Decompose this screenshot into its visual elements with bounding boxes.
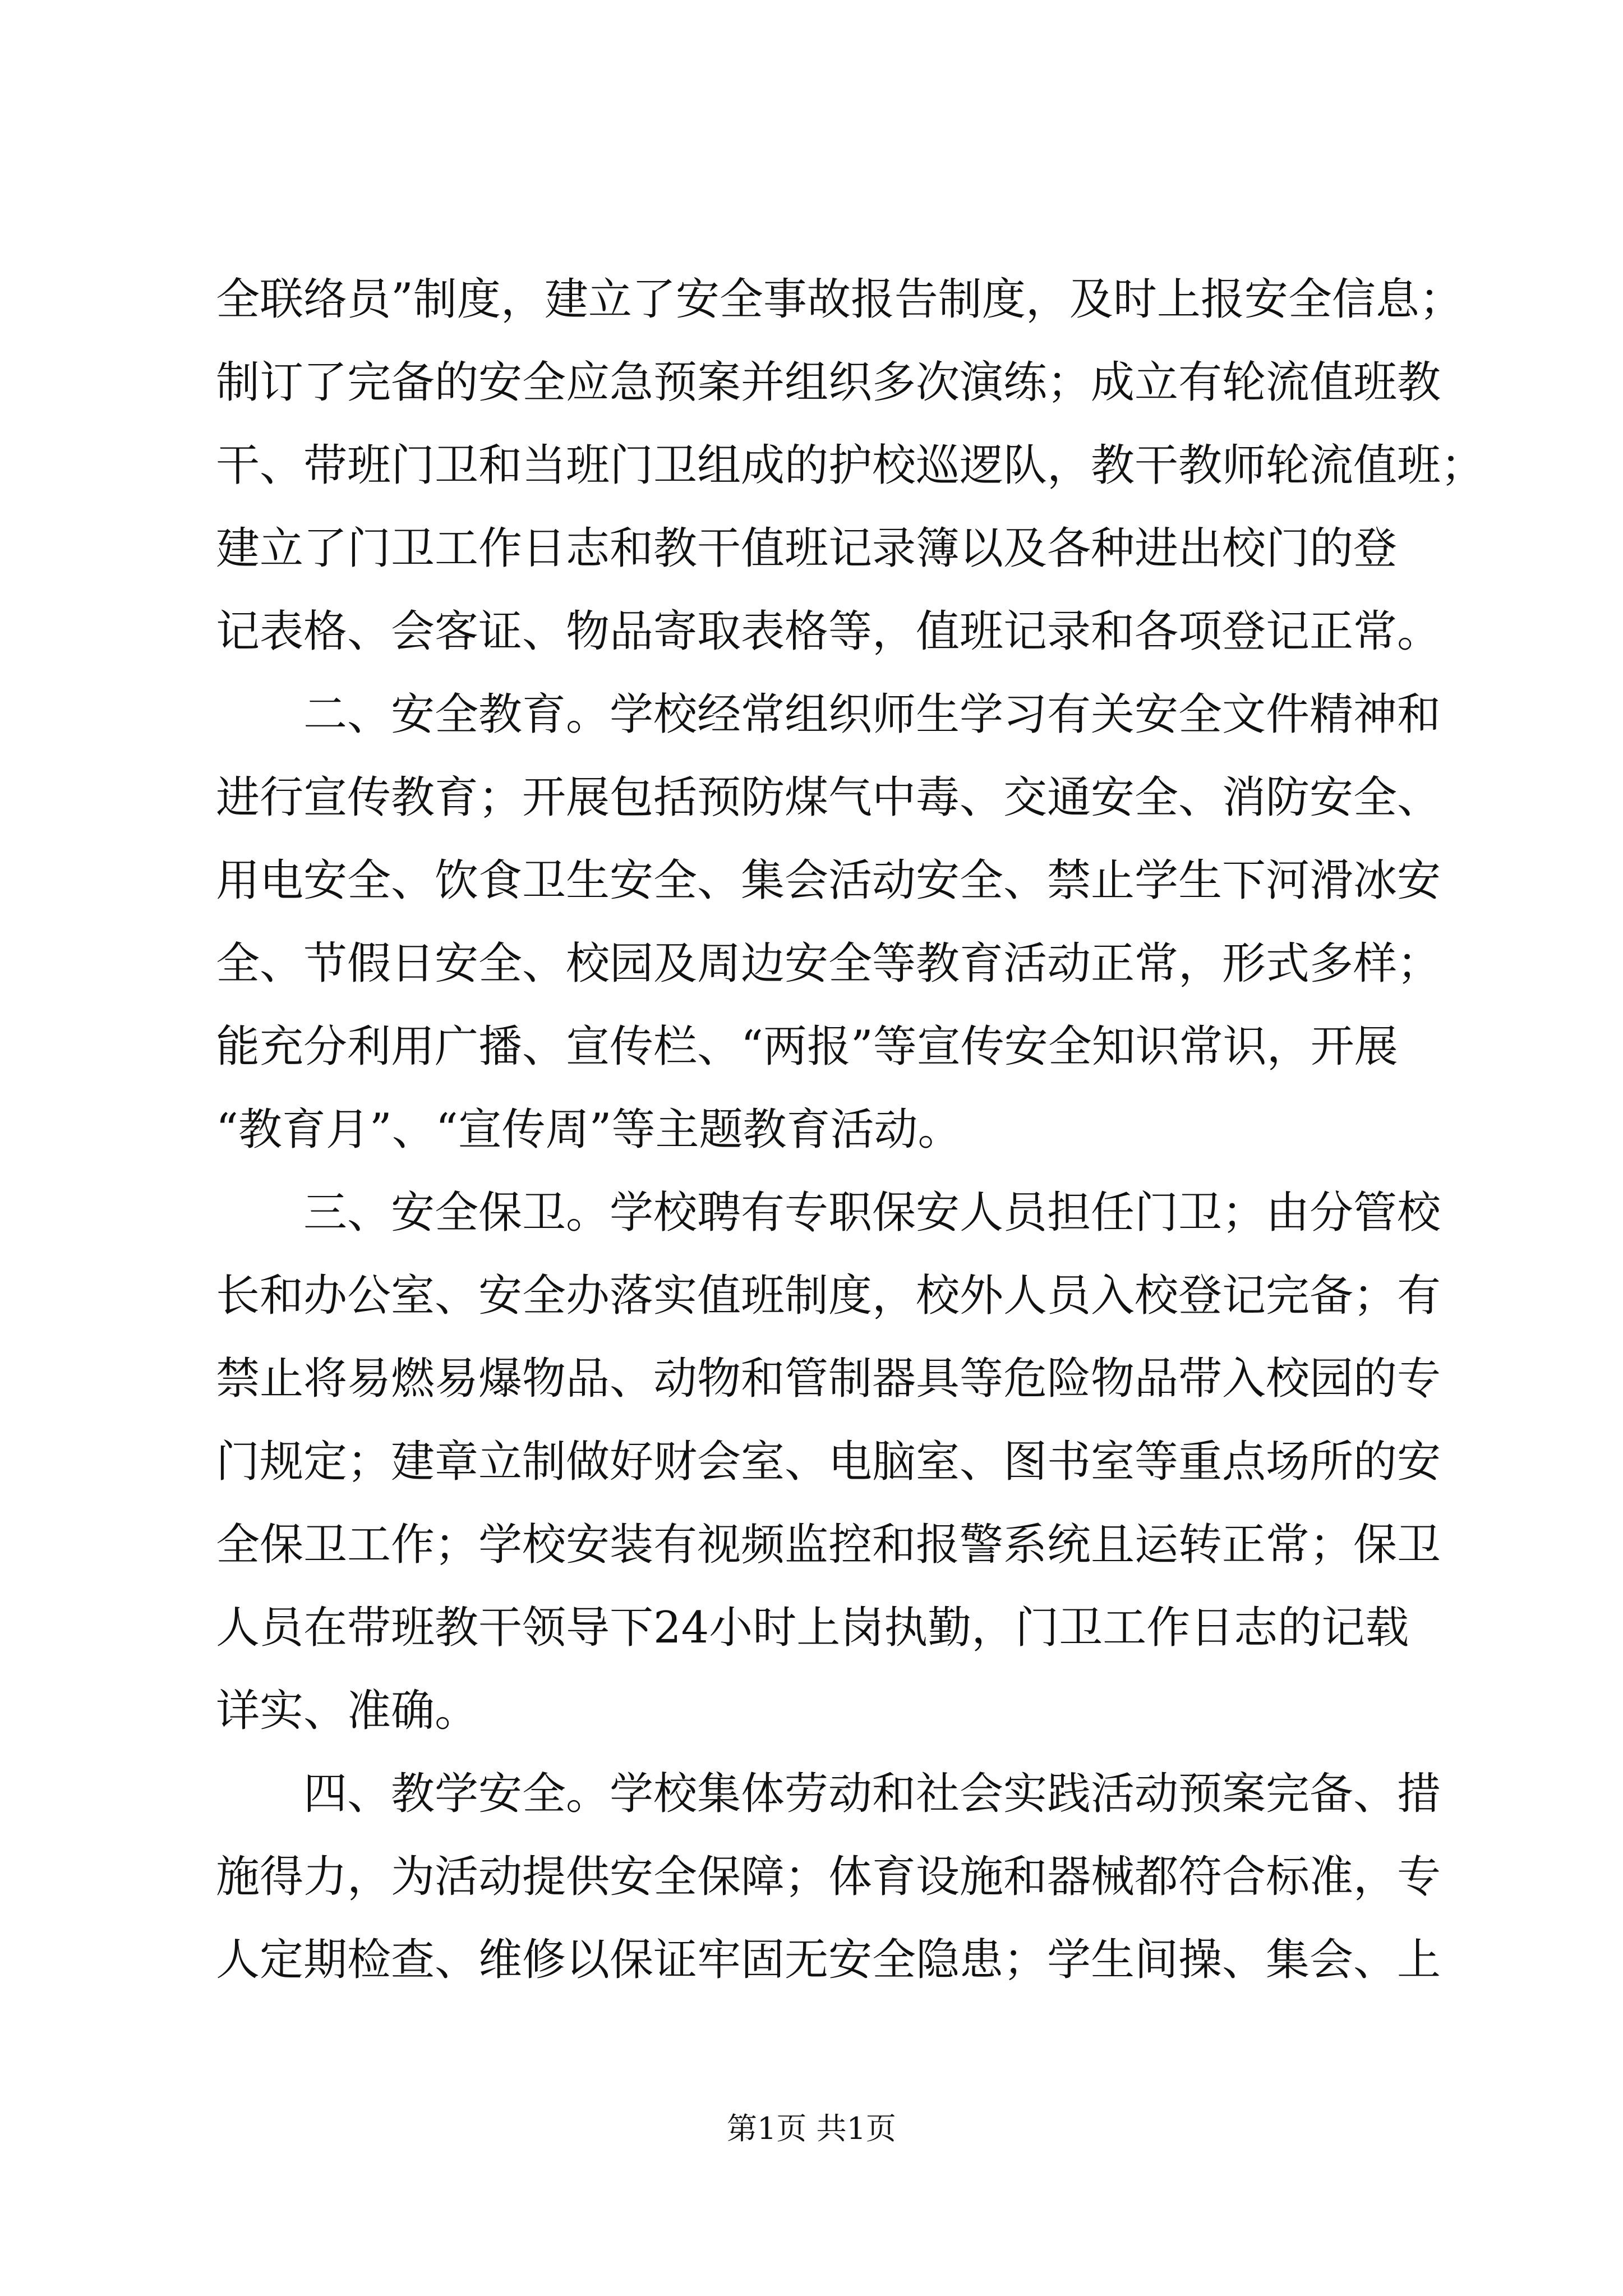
text-line: 全联络员”制度，建立了安全事故报告制度，及时上报安全信息； [216,274,1463,325]
text-line: 建立了门卫工作日志和教干值班记录簿以及各种进出校门的登 [216,523,1398,574]
page-number: 第1页 共1页 [727,2111,896,2146]
text-line: 能充分利用广播、宣传栏、“两报”等宣传安全知识常识，开展 [216,1022,1398,1072]
text-line: 干、带班门卫和当班门卫组成的护校巡逻队，教干教师轮流值班； [216,440,1485,491]
text-line: 门规定；建章立制做好财会室、电脑室、图书室等重点场所的安 [216,1437,1441,1487]
text-line: 长和办公室、安全办落实值班制度，校外人员入校登记完备；有 [216,1271,1441,1321]
text-line: 禁止将易燃易爆物品、动物和管制器具等危险物品带入校园的专 [216,1354,1441,1404]
body-text [216,258,1485,2001]
text-line: 详实、准确。 [216,1686,479,1736]
text-line: 二、安全教育。学校经常组织师生学习有关安全文件精神和 [216,689,1441,740]
text-line: 用电安全、饮食卫生安全、集会活动安全、禁止学生下河滑冰安 [216,855,1441,906]
text-line: 全、节假日安全、校园及周边安全等教育活动正常，形式多样； [216,938,1441,989]
text-line: 人员在带班教干领导下24小时上岗执勤，门卫工作日志的记载 [216,1603,1409,1653]
text-line: 全保卫工作；学校安装有视频监控和报警系统且运转正常；保卫 [216,1520,1441,1570]
text-line: 制订了完备的安全应急预案并组织多次演练；成立有轮流值班教 [216,357,1441,408]
text-line: 进行宣传教育；开展包括预防煤气中毒、交通安全、消防安全、 [216,772,1441,823]
text-line: 施得力，为活动提供安全保障；体育设施和器械都符合标准，专 [216,1852,1441,1902]
text-line: 三、安全保卫。学校聘有专职保安人员担任门卫；由分管校 [216,1188,1441,1238]
text-line: “教育月”、“宣传周”等主题教育活动。 [216,1105,962,1155]
text-line: 记表格、会客证、物品寄取表格等，值班记录和各项登记正常。 [216,606,1441,657]
page-footer [0,2109,1623,2148]
text-line: 四、教学安全。学校集体劳动和社会实践活动预案完备、措 [216,1769,1441,1819]
text-line: 人定期检查、维修以保证牢固无安全隐患；学生间操、集会、上 [216,1935,1441,1985]
